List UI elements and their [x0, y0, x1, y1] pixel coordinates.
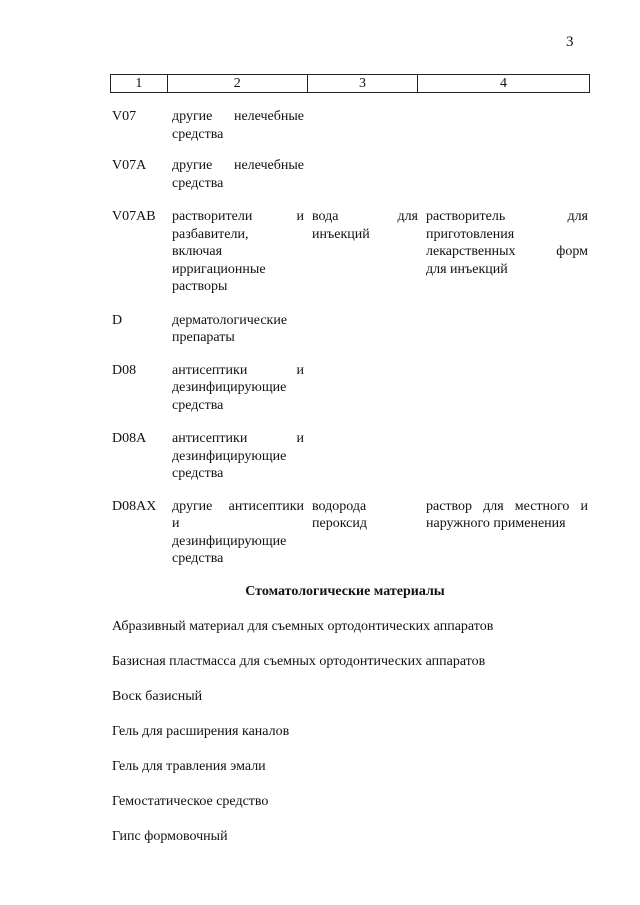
- anatomical-group-name: [172, 362, 304, 415]
- dosage-form: [418, 208, 588, 296]
- material-item: Абразивный материал для съемных ортодонтических аппаратов: [112, 619, 494, 634]
- atc-code: D08AX: [112, 498, 157, 514]
- dosage-form: [418, 362, 588, 415]
- medicinal-substance-line: пероксид: [312, 516, 367, 531]
- medicinal-substance-line: инъекций: [312, 226, 370, 242]
- medicinal-substance: [304, 498, 418, 568]
- dosage-form-line: для инъекций: [426, 261, 508, 277]
- section-title: Стоматологические материалы: [245, 584, 445, 599]
- atc-code: V07A: [112, 158, 147, 173]
- medicinal-substance: [304, 108, 418, 143]
- anatomical-group-name-line: антисептики и: [172, 362, 304, 378]
- table-row: [112, 498, 588, 568]
- anatomical-group-name-line: другие нелечебные: [172, 158, 304, 173]
- anatomical-group-name-line: дезинфицирующие: [172, 533, 287, 549]
- anatomical-group-name-line: включая: [172, 244, 223, 259]
- anatomical-group-name-line: растворители и: [172, 209, 304, 224]
- table-row: [112, 157, 588, 192]
- atc-code: V07: [112, 109, 137, 124]
- dosage-form-line: наружного применения: [426, 516, 566, 531]
- anatomical-group-name-line: средства: [172, 397, 224, 413]
- atc-code: D08A: [112, 431, 147, 446]
- medicinal-substance: [304, 157, 418, 192]
- anatomical-group-name-line: дерматологические: [172, 312, 288, 328]
- atc-code: D08: [112, 362, 137, 378]
- material-item: Воск базисный: [112, 689, 203, 704]
- anatomical-group-name: [172, 208, 304, 296]
- dosage-form: [418, 430, 588, 483]
- atc-code: D: [112, 312, 123, 328]
- atc-code: V07AB: [112, 209, 156, 224]
- anatomical-group-name: [172, 157, 304, 192]
- material-item: Гипс формовочный: [112, 829, 228, 844]
- anatomical-group-name-line: растворы: [172, 279, 228, 294]
- dosage-form-line: приготовления: [426, 226, 515, 242]
- table-row: [112, 312, 588, 347]
- dosage-form: [418, 312, 588, 347]
- anatomical-group-name-line: другие антисептики: [172, 498, 304, 514]
- anatomical-group-name-line: средства: [172, 126, 224, 142]
- header-cell-1: 1: [135, 76, 143, 91]
- table-row: [112, 430, 588, 483]
- dosage-form-line: растворитель для: [426, 209, 588, 224]
- material-item: Базисная пластмасса для съемных ортодонтических аппаратов: [112, 654, 486, 669]
- anatomical-group-name-line: средства: [172, 175, 224, 191]
- anatomical-group-name-line: ирригационные: [172, 261, 266, 277]
- dosage-form-line: раствор для местного и: [426, 498, 588, 514]
- medicinal-substance: [304, 362, 418, 415]
- anatomical-group-name: [172, 108, 304, 143]
- table-header-row: [110, 74, 590, 93]
- dosage-form: [418, 108, 588, 143]
- anatomical-group-name-line: разбавители,: [172, 226, 249, 242]
- anatomical-group-name: [172, 498, 304, 568]
- header-cell-4: 4: [417, 75, 589, 92]
- anatomical-group-name-line: и: [172, 516, 180, 531]
- anatomical-group-name-line: антисептики и: [172, 431, 304, 446]
- materials-list: [112, 618, 592, 863]
- material-item: Гель для травления эмали: [112, 759, 266, 774]
- anatomical-group-name: [172, 312, 304, 347]
- anatomical-group-name-line: средства: [172, 551, 224, 566]
- table-row: [112, 208, 588, 296]
- medicinal-substance: [304, 208, 418, 296]
- material-item: Гель для расширения каналов: [112, 724, 290, 739]
- medicinal-substance-line: водорода: [312, 498, 367, 514]
- dosage-form: [418, 498, 588, 568]
- anatomical-group-name: [172, 430, 304, 483]
- dosage-form-line: лекарственных форм: [426, 244, 588, 259]
- table-row: [112, 108, 588, 143]
- table-body: [112, 108, 588, 568]
- medicinal-substance-line: вода для: [312, 209, 418, 224]
- header-cell-2: 2: [167, 75, 307, 92]
- anatomical-group-name-line: дезинфицирующие: [172, 448, 287, 464]
- page-number: 3: [566, 34, 574, 50]
- anatomical-group-name-line: средства: [172, 466, 224, 481]
- medicinal-substance: [304, 312, 418, 347]
- anatomical-group-name-line: препараты: [172, 330, 235, 345]
- medicinal-substance: [304, 430, 418, 483]
- dosage-form: [418, 157, 588, 192]
- table-row: [112, 362, 588, 415]
- header-cell-3: 3: [307, 75, 417, 92]
- anatomical-group-name-line: дезинфицирующие: [172, 380, 287, 395]
- material-item: Гемостатическое средство: [112, 794, 269, 809]
- anatomical-group-name-line: другие нелечебные: [172, 109, 304, 124]
